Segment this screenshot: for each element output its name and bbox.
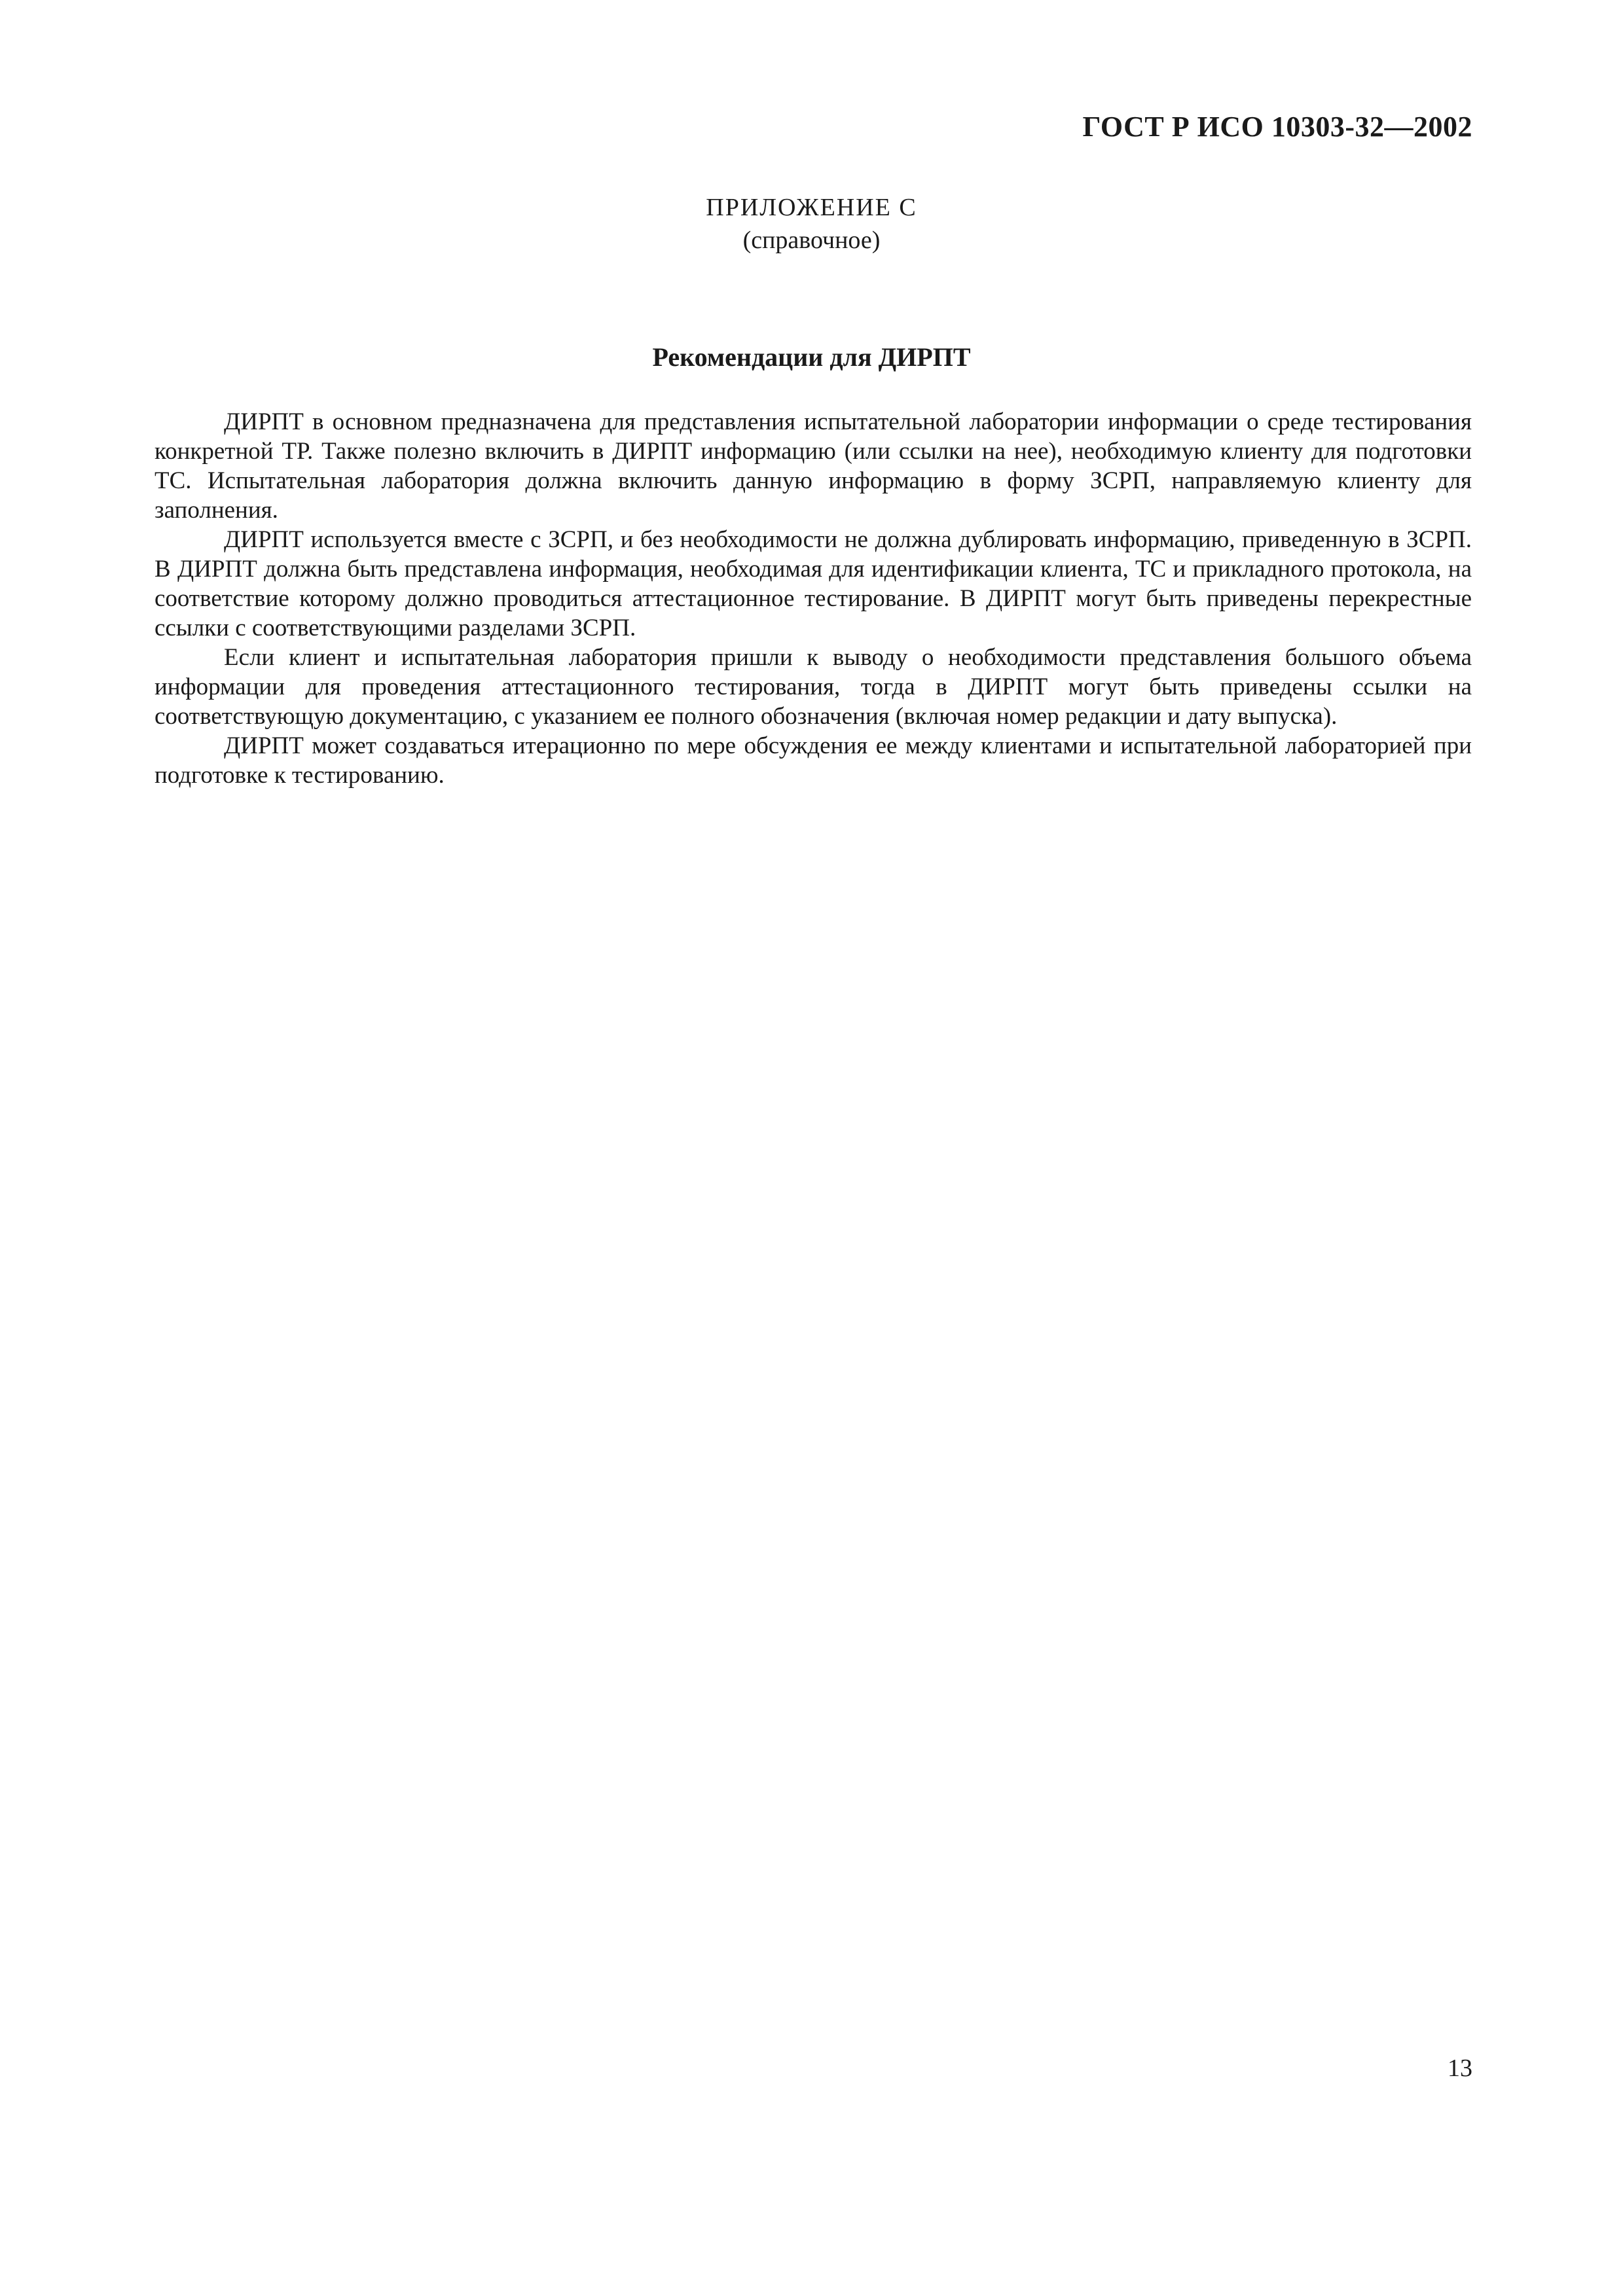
paragraph: Если клиент и испытательная лаборатория пришли к выводу о необходимости представления большого объема информации для проведения аттестационного тестирования, тогда в ДИРПТ могут быть приведены ссылки на соответствующую документацию, с указанием ее полного обозначения (включая номер редакции и дату выпуска). [155, 644, 1472, 730]
page-number: 13 [1448, 2054, 1472, 2082]
document-header: ГОСТ Р ИСО 10303-32—2002 [1082, 111, 1472, 143]
appendix-title: ПРИЛОЖЕНИЕ С [706, 194, 917, 221]
section-title: Рекомендации для ДИРПТ [652, 342, 971, 372]
body-text [155, 407, 1472, 790]
paragraph: ДИРПТ может создаваться итерационно по мере обсуждения ее между клиентами и испытательной лабораторией при подготовке к тестированию. [155, 732, 1472, 789]
appendix-heading [0, 191, 1623, 257]
paragraph: ДИРПТ используется вместе с ЗСРП, и без необходимости не должна дублировать информацию, приведенную в ЗСРП. В ДИРПТ должна быть представлена информация, необходимая для идентификации клиента, ТС и прикладного протокола, на соответствие которому должно проводиться аттестационное тестирование. В ДИРПТ могут быть приведены перекрестные ссылки с соответствующими разделами ЗСРП. [155, 526, 1472, 641]
appendix-subtitle: (справочное) [742, 226, 881, 254]
paragraph: ДИРПТ в основном предназначена для представления испытательной лаборатории информации о среде тестирования конкретной ТР. Также полезно включить в ДИРПТ информацию (или ссылки на нее), необходимую клиенту для подготовки ТС. Испытательная лаборатория должна включить данную информацию в форму ЗСРП, направляемую клиенту для заполнения. [155, 408, 1472, 524]
